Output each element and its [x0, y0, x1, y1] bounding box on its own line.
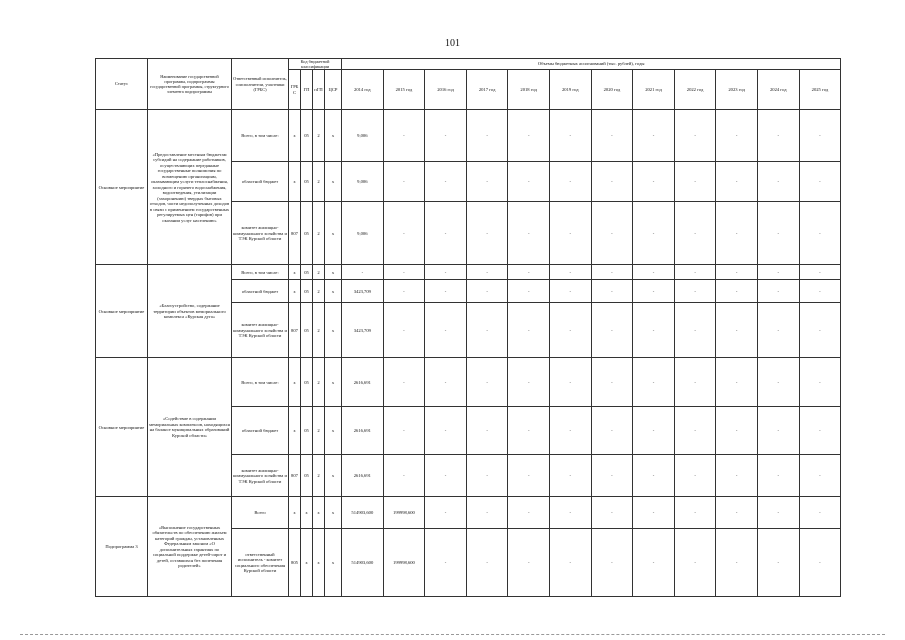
row-value: 3423,709: [342, 303, 384, 358]
row-value: 9,006: [342, 162, 384, 202]
header-year: 2015 год: [383, 70, 425, 110]
row-value: -: [799, 265, 841, 280]
row-value: -: [591, 280, 633, 303]
row-csr: х: [325, 303, 342, 358]
page-bottom-line: [20, 634, 885, 635]
row-value: -: [383, 280, 425, 303]
row-responsible: комитет жилищно-коммунального хозяйства и ТЭК Курской области: [232, 202, 289, 265]
row-value: -: [716, 280, 758, 303]
row-value: -: [633, 455, 675, 497]
row-pgp: 2: [313, 265, 325, 280]
row-value: -: [550, 358, 592, 407]
row-name: «Содействие в содержании мемориальных комплексов, находящихся на балансе муниципальных образований Курской области»: [148, 358, 232, 497]
row-gp: 05: [301, 280, 313, 303]
row-pgp: 2: [313, 202, 325, 265]
row-value: -: [550, 162, 592, 202]
row-value: -: [466, 265, 508, 280]
header-year: 2021 год: [633, 70, 675, 110]
row-value: -: [591, 110, 633, 162]
row-value: -: [383, 162, 425, 202]
row-value: -: [425, 265, 467, 280]
row-responsible: Всего, в том числе:: [232, 358, 289, 407]
row-value: -: [466, 202, 508, 265]
row-value: -: [383, 358, 425, 407]
row-value: -: [383, 455, 425, 497]
row-csr: х: [325, 162, 342, 202]
row-value: -: [674, 202, 716, 265]
row-value: -: [799, 407, 841, 455]
row-responsible: комитет жилищно-коммунального хозяйства и ТЭК Курской области: [232, 303, 289, 358]
row-value: -: [591, 529, 633, 597]
row-value: -: [591, 202, 633, 265]
row-gp: 05: [301, 265, 313, 280]
row-value: -: [383, 110, 425, 162]
row-value: -: [383, 202, 425, 265]
row-value: -: [550, 303, 592, 358]
row-value: -: [716, 202, 758, 265]
row-responsible: комитет жилищно-коммунального хозяйства и ТЭК Курской области: [232, 455, 289, 497]
row-value: -: [342, 265, 384, 280]
row-value: -: [591, 455, 633, 497]
row-value: -: [716, 358, 758, 407]
row-value: -: [466, 529, 508, 597]
row-grbs: 807: [289, 202, 301, 265]
row-status: Основное мероприятие: [96, 265, 148, 358]
header-grbs: ГРБС: [289, 70, 301, 110]
row-value: -: [674, 280, 716, 303]
row-value: -: [508, 110, 550, 162]
row-value: -: [550, 202, 592, 265]
header-responsible: Ответственный исполнитель, соисполнители, участники (ГРБС): [232, 59, 289, 110]
row-value: 2616,691: [342, 358, 384, 407]
row-responsible: областной бюджет: [232, 280, 289, 303]
row-value: -: [716, 110, 758, 162]
row-value: 2616,691: [342, 407, 384, 455]
row-value: -: [383, 303, 425, 358]
row-value: -: [425, 110, 467, 162]
row-gp: 05: [301, 110, 313, 162]
row-value: -: [591, 497, 633, 529]
row-grbs: х: [289, 358, 301, 407]
row-value: -: [591, 407, 633, 455]
page-number: 101: [445, 38, 460, 49]
row-value: 199998,600: [383, 497, 425, 529]
row-gp: 05: [301, 303, 313, 358]
row-value: -: [425, 202, 467, 265]
row-value: 9,006: [342, 202, 384, 265]
row-value: -: [508, 303, 550, 358]
header-pgp: пГП: [313, 70, 325, 110]
row-value: -: [508, 455, 550, 497]
row-value: -: [716, 497, 758, 529]
row-responsible: Всего, в том числе:: [232, 110, 289, 162]
row-value: -: [633, 202, 675, 265]
header-year: 2018 год: [508, 70, 550, 110]
header-year: 2023 год: [716, 70, 758, 110]
row-value: -: [674, 455, 716, 497]
row-value: -: [466, 358, 508, 407]
table-row: [96, 497, 841, 529]
row-csr: х: [325, 358, 342, 407]
row-value: -: [383, 407, 425, 455]
row-responsible: Всего, в том числе:: [232, 265, 289, 280]
row-value: -: [591, 358, 633, 407]
row-value: -: [716, 407, 758, 455]
row-status: Подпрограмма 3: [96, 497, 148, 597]
row-grbs: х: [289, 110, 301, 162]
row-responsible: ответственный исполнитель - комитет социального обеспечения Курской области: [232, 529, 289, 597]
header-year: 2017 год: [466, 70, 508, 110]
row-status: Основное мероприятие: [96, 358, 148, 497]
row-value: -: [550, 110, 592, 162]
row-pgp: х: [313, 529, 325, 597]
row-value: -: [674, 529, 716, 597]
row-value: -: [799, 358, 841, 407]
row-grbs: 807: [289, 455, 301, 497]
row-value: -: [716, 303, 758, 358]
row-value: -: [425, 497, 467, 529]
row-value: -: [757, 455, 799, 497]
row-value: -: [757, 407, 799, 455]
row-value: 9,006: [342, 110, 384, 162]
row-gp: 05: [301, 407, 313, 455]
row-value: -: [508, 202, 550, 265]
row-csr: х: [325, 407, 342, 455]
row-value: -: [550, 529, 592, 597]
row-value: 514903,600: [342, 529, 384, 597]
row-grbs: х: [289, 407, 301, 455]
row-grbs: х: [289, 497, 301, 529]
row-value: -: [591, 265, 633, 280]
row-value: -: [466, 280, 508, 303]
header-year: 2016 год: [425, 70, 467, 110]
row-grbs: 805: [289, 529, 301, 597]
row-value: -: [757, 162, 799, 202]
row-value: 199998,600: [383, 529, 425, 597]
header-year: 2014 год: [342, 70, 384, 110]
row-value: -: [757, 280, 799, 303]
row-value: -: [425, 529, 467, 597]
table-row: [96, 110, 841, 162]
row-value: -: [508, 265, 550, 280]
row-value: 2616,691: [342, 455, 384, 497]
row-value: -: [633, 358, 675, 407]
row-value: -: [425, 407, 467, 455]
row-value: -: [508, 162, 550, 202]
row-value: -: [550, 497, 592, 529]
row-gp: 05: [301, 455, 313, 497]
row-value: -: [633, 110, 675, 162]
row-value: -: [508, 280, 550, 303]
row-value: -: [716, 455, 758, 497]
row-csr: х: [325, 529, 342, 597]
row-gp: х: [301, 529, 313, 597]
row-value: -: [674, 358, 716, 407]
row-gp: 05: [301, 358, 313, 407]
row-value: -: [508, 497, 550, 529]
row-responsible: Всего: [232, 497, 289, 529]
row-value: -: [799, 280, 841, 303]
row-gp: х: [301, 497, 313, 529]
row-value: -: [425, 280, 467, 303]
header-gp: ГП: [301, 70, 313, 110]
row-value: -: [591, 303, 633, 358]
row-value: -: [674, 497, 716, 529]
header-year: 2025 год: [799, 70, 841, 110]
row-grbs: х: [289, 162, 301, 202]
header-status: Статус: [96, 59, 148, 110]
row-status: Основное мероприятие: [96, 110, 148, 265]
row-value: -: [508, 529, 550, 597]
row-gp: 05: [301, 202, 313, 265]
row-gp: 05: [301, 162, 313, 202]
row-pgp: 2: [313, 303, 325, 358]
row-value: -: [799, 529, 841, 597]
row-value: -: [425, 303, 467, 358]
row-value: -: [633, 497, 675, 529]
row-value: -: [508, 358, 550, 407]
row-value: -: [674, 162, 716, 202]
row-name: «Предоставление местным бюджетам субсидий на содержание работников, осуществляющих переданные государственные полномочия по возмещению организациям, оказывающим услуги теплоснабжения, холодного и горячего водоснабжения, водоотведения, утилизации (захоронению) твердых бытовых отходов, части недополученных доходов в связи с применением государственных регулируемых цен (тарифов) при оказании услуг населению»: [148, 110, 232, 265]
row-csr: х: [325, 110, 342, 162]
row-pgp: 2: [313, 280, 325, 303]
row-value: -: [716, 529, 758, 597]
header-name: Наименование государственной программы, подпрограммы государственной программы, структурного элемента подпрограммы: [148, 59, 232, 110]
row-value: -: [550, 280, 592, 303]
header-csr: ЦСР: [325, 70, 342, 110]
row-value: -: [633, 529, 675, 597]
header-year: 2020 год: [591, 70, 633, 110]
row-value: -: [591, 162, 633, 202]
row-value: -: [550, 455, 592, 497]
table-row: [96, 265, 841, 280]
row-value: -: [716, 265, 758, 280]
row-value: 514903,600: [342, 497, 384, 529]
row-grbs: 807: [289, 303, 301, 358]
row-value: -: [799, 162, 841, 202]
row-pgp: 2: [313, 358, 325, 407]
row-csr: х: [325, 202, 342, 265]
header-year: 2019 год: [550, 70, 592, 110]
row-value: -: [799, 455, 841, 497]
row-value: -: [425, 455, 467, 497]
row-value: -: [633, 407, 675, 455]
row-value: -: [757, 497, 799, 529]
row-responsible: областной бюджет: [232, 162, 289, 202]
row-pgp: 2: [313, 407, 325, 455]
row-value: -: [425, 358, 467, 407]
row-value: -: [799, 202, 841, 265]
row-value: -: [674, 407, 716, 455]
row-pgp: 2: [313, 110, 325, 162]
row-csr: х: [325, 455, 342, 497]
row-value: -: [466, 303, 508, 358]
row-value: -: [466, 455, 508, 497]
row-value: -: [466, 497, 508, 529]
row-value: -: [757, 265, 799, 280]
row-value: -: [633, 280, 675, 303]
row-value: -: [757, 202, 799, 265]
row-value: -: [757, 303, 799, 358]
header-budget-code: Код бюджетной классификации: [289, 59, 342, 70]
row-value: -: [466, 407, 508, 455]
row-value: -: [674, 303, 716, 358]
row-value: -: [757, 529, 799, 597]
row-csr: х: [325, 497, 342, 529]
row-value: -: [757, 110, 799, 162]
row-value: -: [799, 497, 841, 529]
row-value: -: [425, 162, 467, 202]
row-pgp: 2: [313, 455, 325, 497]
row-csr: х: [325, 265, 342, 280]
row-grbs: х: [289, 280, 301, 303]
table-row: [96, 358, 841, 407]
row-value: -: [466, 162, 508, 202]
row-value: -: [633, 162, 675, 202]
budget-allocation-table: [95, 58, 841, 597]
row-value: -: [799, 303, 841, 358]
row-responsible: областной бюджет: [232, 407, 289, 455]
row-name: «Благоустройство, содержание территории объектов мемориального комплекса «Курская дуга»: [148, 265, 232, 358]
row-value: -: [633, 303, 675, 358]
row-pgp: х: [313, 497, 325, 529]
row-name: «Выполнение государственных обязательств по обеспечению жильем категорий граждан, установленных Федеральным законом «О дополнительных гарантиях по социальной поддержке детей-сирот и детей, оставшихся без попечения родителей»: [148, 497, 232, 597]
row-pgp: 2: [313, 162, 325, 202]
row-value: -: [383, 265, 425, 280]
row-value: -: [633, 265, 675, 280]
header-year: 2024 год: [757, 70, 799, 110]
row-value: -: [799, 110, 841, 162]
row-value: -: [757, 358, 799, 407]
row-value: -: [716, 162, 758, 202]
header-volumes: Объемы бюджетных ассигнований (тыс. рублей), годы: [342, 59, 841, 70]
row-value: -: [508, 407, 550, 455]
row-value: -: [550, 265, 592, 280]
row-value: 3423,709: [342, 280, 384, 303]
row-grbs: х: [289, 265, 301, 280]
row-value: -: [674, 110, 716, 162]
row-value: -: [550, 407, 592, 455]
row-value: -: [674, 265, 716, 280]
row-csr: х: [325, 280, 342, 303]
header-year: 2022 год: [674, 70, 716, 110]
row-value: -: [466, 110, 508, 162]
